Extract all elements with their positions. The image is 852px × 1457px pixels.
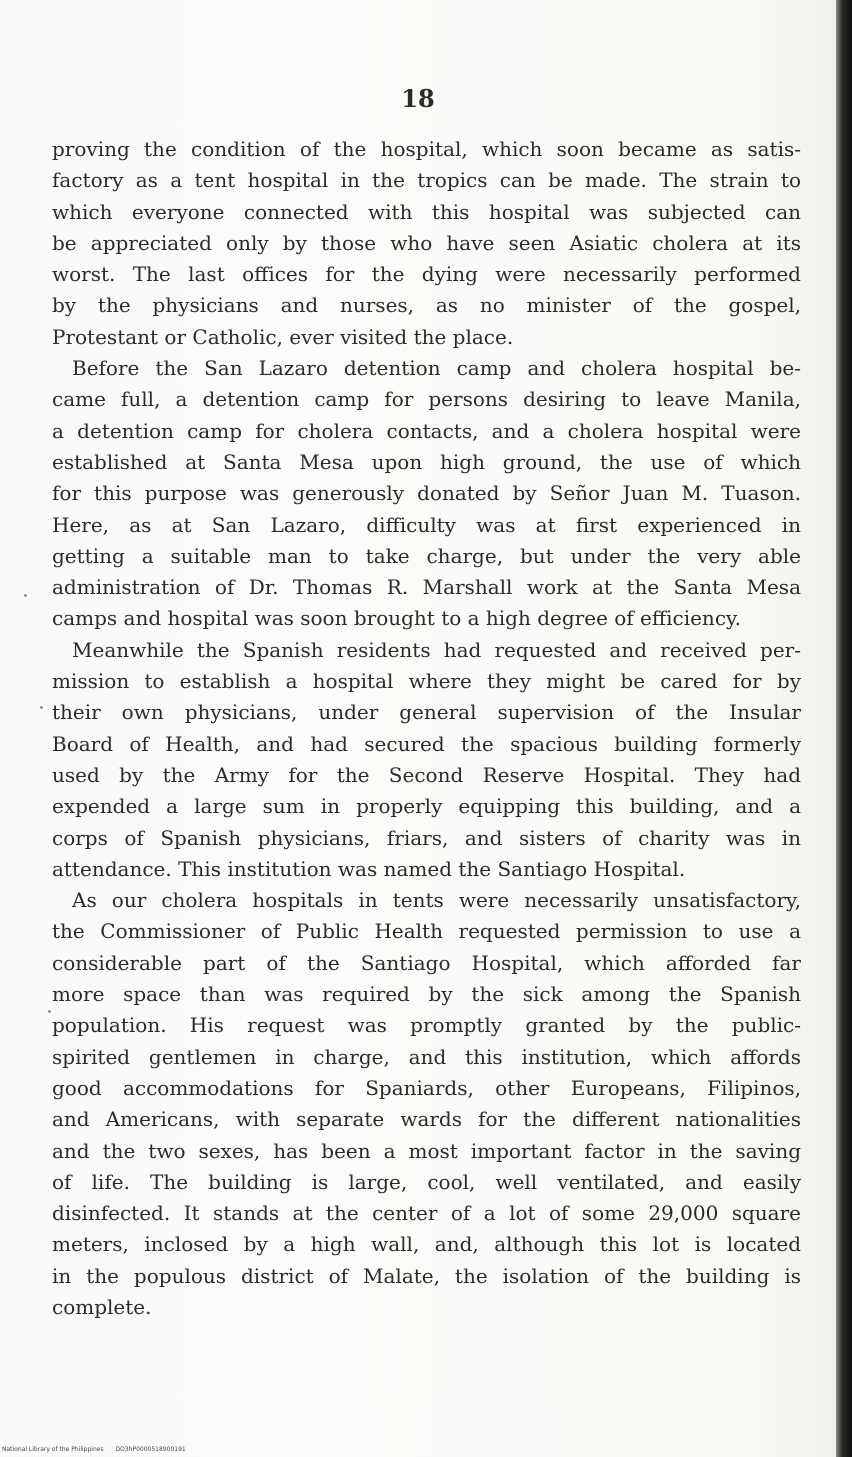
- text-line: more space than was required by the sick among the Spanish: [52, 982, 801, 1007]
- paragraph: [52, 134, 801, 353]
- footer-library: National Library of the Philippines: [2, 1446, 104, 1453]
- body-text: [52, 134, 801, 1323]
- footer: [2, 1446, 196, 1453]
- text-line: used by the Army for the Second Reserve Hospital. They had: [52, 762, 801, 787]
- text-line: Meanwhile the Spanish residents had requested and received per-: [72, 637, 801, 662]
- text-line: which everyone connected with this hospital was subjected can: [52, 199, 801, 224]
- text-line: be appreciated only by those who have seen Asiatic cholera at its: [52, 230, 801, 255]
- text-line: administration of Dr. Thomas R. Marshall work at the Santa Mesa: [52, 575, 801, 600]
- text-line: mission to establish a hospital where they might be cared for by: [52, 669, 801, 694]
- text-line: good accommodations for Spaniards, other Europeans, Filipinos,: [52, 1075, 801, 1100]
- text-line: and the two sexes, has been a most important factor in the saving: [52, 1138, 801, 1163]
- text-line: by the physicians and nurses, as no minister of the gospel,: [52, 293, 801, 318]
- text-line: expended a large sum in properly equipping this building, and a: [52, 794, 801, 819]
- text-line: attendance. This institution was named the Santiago Hospital.: [52, 856, 686, 881]
- text-line: worst. The last offices for the dying were necessarily performed: [52, 262, 801, 287]
- paragraph: [52, 885, 801, 1323]
- text-line: proving the condition of the hospital, which soon became as satis-: [52, 137, 801, 161]
- text-line: factory as a tent hospital in the tropics can be made. The strain to: [52, 168, 801, 193]
- text-line: the Commissioner of Public Health requested permission to use a: [52, 919, 801, 944]
- text-line: Here, as at San Lazaro, difficulty was at first experienced in: [52, 512, 801, 537]
- text-line: meters, inclosed by a high wall, and, although this lot is located: [52, 1232, 801, 1257]
- text-line: a detention camp for cholera contacts, and a cholera hospital were: [52, 418, 801, 443]
- text-line: came full, a detention camp for persons desiring to leave Manila,: [52, 387, 801, 412]
- text-line: their own physicians, under general supervision of the Insular: [52, 700, 801, 725]
- paragraph: [52, 353, 801, 635]
- text-line: complete.: [52, 1294, 152, 1319]
- text-line: As our cholera hospitals in tents were necessarily unsatisfactory,: [72, 888, 801, 913]
- text-line: Board of Health, and had secured the spacious building formerly: [52, 731, 801, 756]
- text-line: population. His request was promptly granted by the public-: [52, 1013, 801, 1038]
- text-line: disinfected. It stands at the center of a lot of some 29,000 square: [52, 1201, 801, 1226]
- page-edge-shadow: [836, 0, 852, 1457]
- text-line: spirited gentlemen in charge, and this institution, which affords: [52, 1044, 801, 1069]
- text-line: corps of Spanish physicians, friars, and sisters of charity was in: [52, 825, 801, 850]
- paragraph: [52, 635, 801, 885]
- footer-code: DO3hP0000518900191: [115, 1446, 186, 1453]
- text-line: of life. The building is large, cool, well ventilated, and easily: [52, 1169, 801, 1194]
- text-line: established at Santa Mesa upon high ground, the use of which: [52, 449, 801, 474]
- speck: [40, 706, 43, 709]
- text-line: considerable part of the Santiago Hospital, which afforded far: [52, 950, 801, 975]
- text-line: in the populous district of Malate, the isolation of the building is: [52, 1263, 801, 1288]
- text-line: for this purpose was generously donated by Señor Juan M. Tuason.: [52, 481, 801, 506]
- text-line: Before the San Lazaro detention camp and cholera hospital be-: [72, 356, 801, 381]
- text-line: camps and hospital was soon brought to a high degree of efficiency.: [52, 606, 742, 631]
- page-number: 18: [401, 84, 435, 113]
- text-line: getting a suitable man to take charge, but under the very able: [52, 543, 801, 568]
- speck: [24, 594, 27, 597]
- speck: [48, 1010, 51, 1013]
- text-line: Protestant or Catholic, ever visited the place.: [52, 324, 514, 349]
- text-line: and Americans, with separate wards for the different nationalities: [52, 1107, 801, 1132]
